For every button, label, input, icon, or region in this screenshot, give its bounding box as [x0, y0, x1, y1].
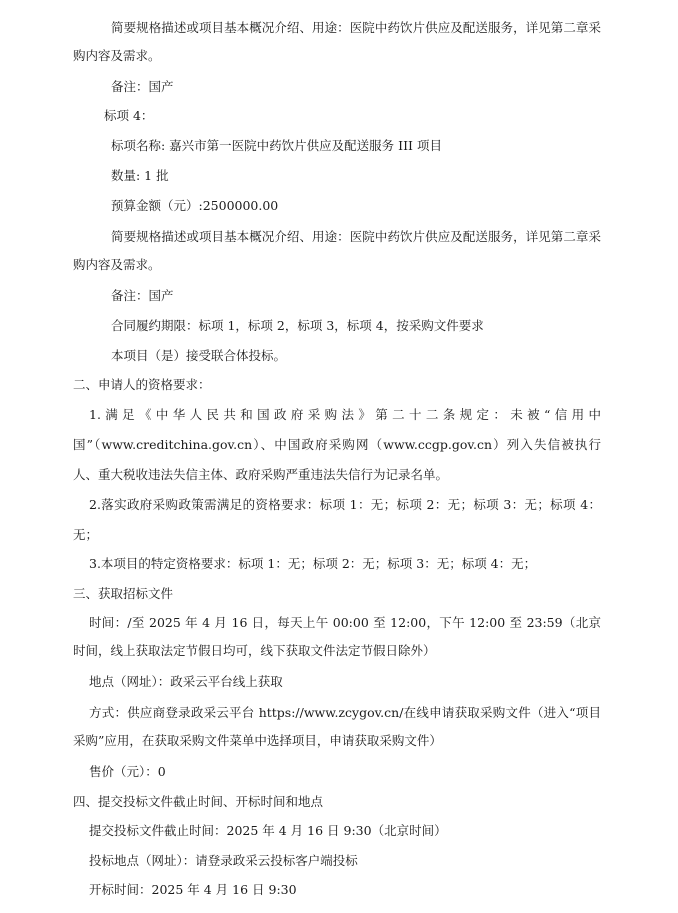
opening-time: 开标时间：2025 年 4 月 16 日 9:30	[89, 882, 297, 897]
lot-4-quantity: 数量: 1 批	[111, 168, 169, 183]
lot-4-heading: 标项 4：	[104, 108, 154, 123]
bid-deadline: 提交投标文件截止时间：2025 年 4 月 16 日 9:30（北京时间）	[89, 823, 447, 838]
acquire-method: 方式：供应商登录政采云平台 https://www.zcygov.cn/在线申请获取采购文件（进入“项目采购”应用，在获取采购文件菜单中选择项目，申请获取采购文件）	[73, 705, 601, 748]
lot-4-remark: 备注：国产	[111, 288, 174, 303]
qualification-3: 3.本项目的特定资格要求：标项 1：无；标项 2：无；标项 3：无；标项 4：无；	[89, 556, 537, 571]
joint-bid-note: 本项目（是）接受联合体投标。	[111, 348, 287, 363]
section-3-heading: 三、获取招标文件	[73, 586, 174, 601]
acquire-time: 时间：/至 2025 年 4 月 16 日，每天上午 00:00 至 12:00，下午 12:00 至 23:59（北京时间，线上获取法定节假日均可，线下获取文件法定节假日除外）	[73, 615, 601, 658]
qualification-2: 2.落实政府采购政策需满足的资格要求：标项 1：无；标项 2：无；标项 3：无；标项 4：无；	[73, 497, 601, 542]
section-2-heading: 二、申请人的资格要求：	[73, 377, 211, 392]
document-price: 售价（元）：0	[89, 764, 166, 779]
project-description-3: 简要规格描述或项目基本概况介绍、用途：医院中药饮片供应及配送服务，详见第二章采购内容及需求。	[73, 20, 601, 63]
remark-3: 备注：国产	[111, 79, 174, 94]
contract-period: 合同履约期限：标项 1，标项 2，标项 3，标项 4，按采购文件要求	[111, 318, 484, 333]
qualification-1: 1.满足《中华人民共和国政府采购法》第二十二条规定：未被“信用中国”（www.creditchina.gov.cn）、中国政府采购网（www.ccgp.gov.cn）列入失信被执行人、重大税收违法失信主体、政府采购严重违法失信行为记录名单。	[73, 407, 601, 482]
lot-4-name: 标项名称: 嘉兴市第一医院中药饮片供应及配送服务 III 项目	[111, 138, 442, 153]
acquire-location: 地点（网址）：政采云平台线上获取	[89, 674, 283, 689]
lot-4-budget: 预算金额（元）:2500000.00	[111, 198, 279, 213]
bid-location: 投标地点（网址）：请登录政采云投标客户端投标	[89, 853, 358, 868]
section-4-heading: 四、提交投标文件截止时间、开标时间和地点	[73, 794, 324, 809]
lot-4-description: 简要规格描述或项目基本概况介绍、用途：医院中药饮片供应及配送服务，详见第二章采购内容及需求。	[73, 229, 601, 272]
